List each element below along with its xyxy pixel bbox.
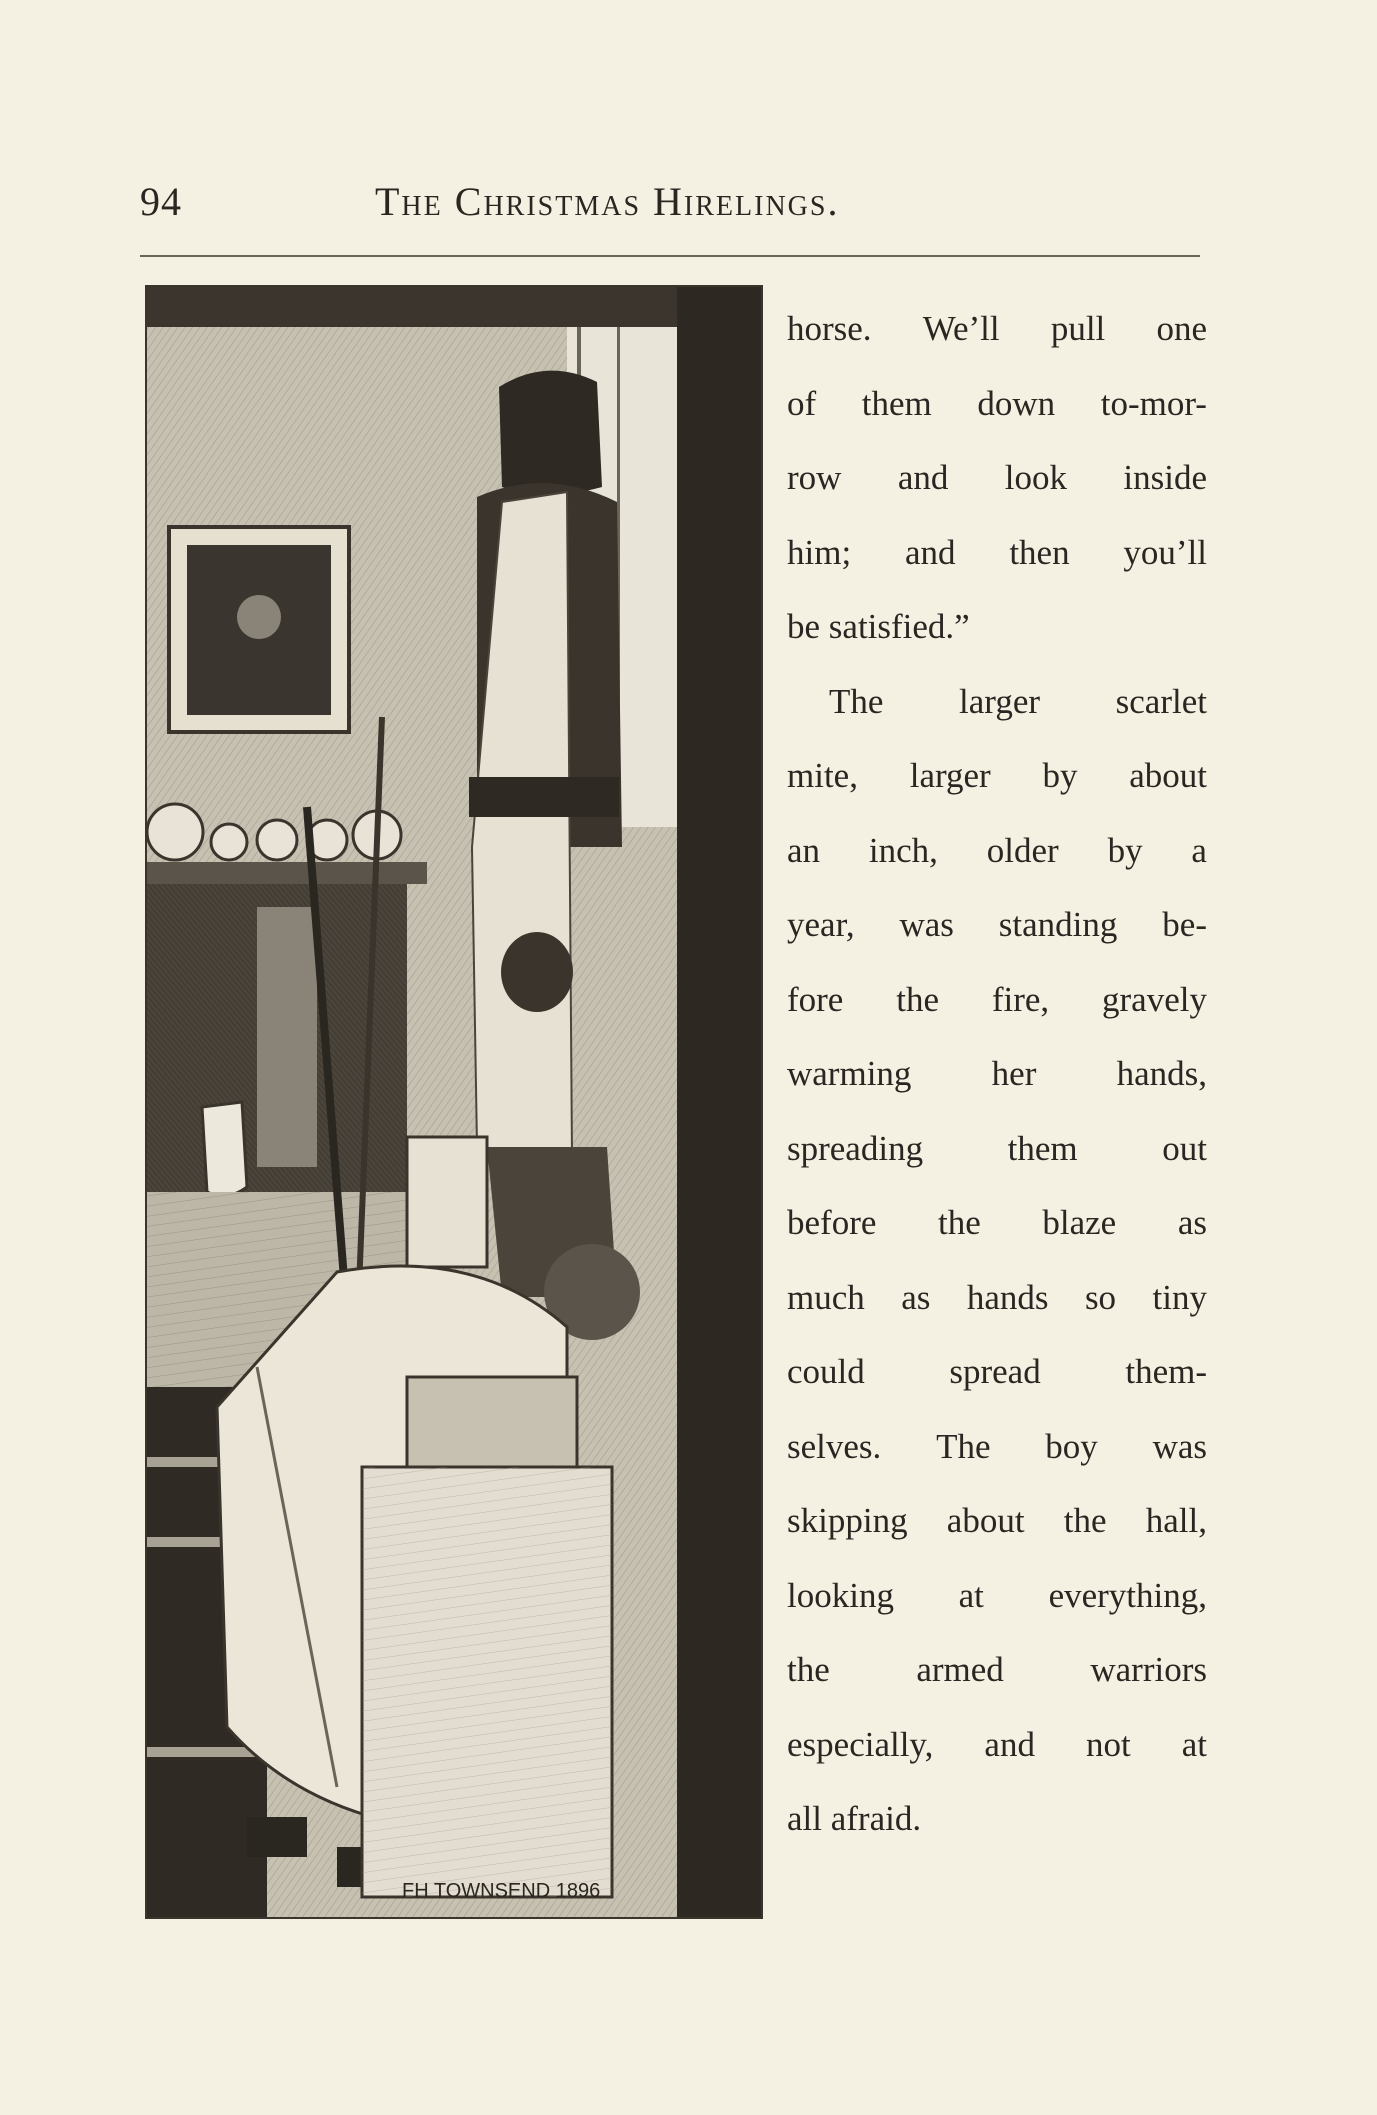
gauntlet: [501, 932, 573, 1012]
word: was: [899, 905, 954, 944]
word: fore: [787, 979, 844, 1019]
word: pull: [1050, 309, 1106, 348]
word: to-mor-: [1100, 383, 1207, 423]
word: The: [936, 1426, 991, 1466]
word: could: [787, 1352, 865, 1391]
text-line: [787, 1484, 1207, 1559]
text-line: [787, 1708, 1207, 1783]
word: hands: [966, 1277, 1049, 1317]
word: her: [991, 1054, 1037, 1093]
jug: [202, 1102, 247, 1196]
text-line: [787, 1112, 1207, 1187]
text-line: [787, 1559, 1207, 1634]
armour-belt: [469, 777, 619, 817]
word: armed: [916, 1650, 1004, 1689]
word: out: [1162, 1128, 1207, 1168]
boy-boot: [247, 1817, 307, 1857]
word: so: [1084, 1277, 1117, 1317]
word: inside: [1123, 458, 1207, 497]
word: at: [1181, 1724, 1207, 1764]
header-rule: [140, 255, 1200, 257]
word: them: [1007, 1128, 1078, 1168]
word: spread: [949, 1352, 1041, 1391]
word: boy: [1045, 1426, 1098, 1466]
word: be-: [1162, 905, 1207, 944]
word: horse.: [787, 309, 872, 348]
word: warriors: [1090, 1650, 1207, 1689]
word: everything,: [1048, 1575, 1207, 1615]
word: as: [901, 1277, 931, 1317]
word: of: [787, 383, 817, 423]
text-line: [787, 1186, 1207, 1261]
word: gravely: [1102, 979, 1207, 1019]
plate: [257, 820, 297, 860]
text-line: [787, 1633, 1207, 1708]
text-line: [787, 367, 1207, 442]
word: We’ll: [922, 309, 1000, 348]
pedestal: [407, 1137, 487, 1267]
word: before: [787, 1203, 877, 1242]
word: not: [1085, 1724, 1131, 1764]
word: larger: [909, 756, 991, 795]
word: hands,: [1116, 1054, 1207, 1093]
word: hall,: [1145, 1501, 1207, 1540]
word: an: [787, 830, 821, 870]
word: much: [787, 1277, 865, 1317]
plate: [147, 804, 203, 860]
mantelpiece: [147, 862, 427, 884]
word: especially,: [787, 1724, 934, 1764]
word: the: [1063, 1501, 1107, 1540]
word: one: [1156, 309, 1207, 348]
text-line: [787, 1037, 1207, 1112]
text-line: all afraid.: [787, 1799, 922, 1838]
word: the: [896, 979, 939, 1019]
text-line: [787, 963, 1207, 1038]
word: was: [1152, 1426, 1207, 1466]
word: as: [1177, 1203, 1207, 1242]
word: a: [1191, 830, 1207, 870]
word: them: [861, 383, 932, 423]
word: blaze: [1042, 1203, 1117, 1242]
ceiling-beam: [147, 287, 761, 327]
word: older: [986, 830, 1059, 870]
word: by: [1042, 756, 1078, 795]
word: and: [984, 1724, 1035, 1764]
word: selves.: [787, 1426, 882, 1466]
illustration-drawing: [147, 287, 761, 1917]
word: row: [787, 458, 842, 497]
word: down: [977, 383, 1056, 423]
text-line: be satisfied.”: [787, 607, 970, 646]
word: fire,: [991, 979, 1050, 1019]
word: you’ll: [1123, 532, 1207, 572]
text-line: [787, 1261, 1207, 1336]
word: and: [897, 458, 949, 497]
word: scarlet: [1115, 681, 1207, 721]
word: year,: [787, 905, 855, 944]
text-line: [787, 739, 1207, 814]
text-line: [787, 888, 1207, 963]
word: then: [1009, 532, 1070, 572]
word: spreading: [787, 1128, 924, 1168]
word: skipping: [787, 1501, 908, 1540]
word: look: [1004, 458, 1067, 497]
running-header: [140, 170, 1200, 230]
word: The: [829, 681, 884, 721]
word: warming: [787, 1054, 912, 1093]
word: standing: [998, 905, 1118, 944]
word: at: [958, 1575, 984, 1615]
plate: [211, 824, 247, 860]
running-title: The Christmas Hirelings.: [375, 179, 840, 224]
body-text: [787, 292, 1207, 1857]
word: inch,: [868, 830, 938, 870]
word: the: [787, 1650, 830, 1689]
armour-helmet: [499, 371, 602, 495]
word: about: [1129, 756, 1207, 795]
illustration: [145, 285, 763, 1919]
word: by: [1107, 830, 1143, 870]
text-line: [787, 1335, 1207, 1410]
word: mite,: [787, 756, 858, 795]
page-number: 94: [140, 179, 182, 224]
word: tiny: [1152, 1277, 1207, 1317]
text-line: [787, 1410, 1207, 1485]
word: them-: [1125, 1352, 1207, 1391]
word: about: [946, 1501, 1025, 1540]
wooden-chest: [407, 1377, 577, 1467]
text-line: [787, 814, 1207, 889]
text-line: [787, 516, 1207, 591]
text-line: [787, 292, 1207, 367]
text-line: [787, 441, 1207, 516]
word: looking: [787, 1575, 894, 1615]
word: and: [904, 532, 956, 572]
illustration-signature: FH TOWNSEND 1896: [402, 1880, 601, 1902]
word: larger: [959, 681, 1041, 721]
word: him;: [787, 532, 852, 572]
text-line: [787, 665, 1207, 740]
word: the: [938, 1203, 981, 1242]
